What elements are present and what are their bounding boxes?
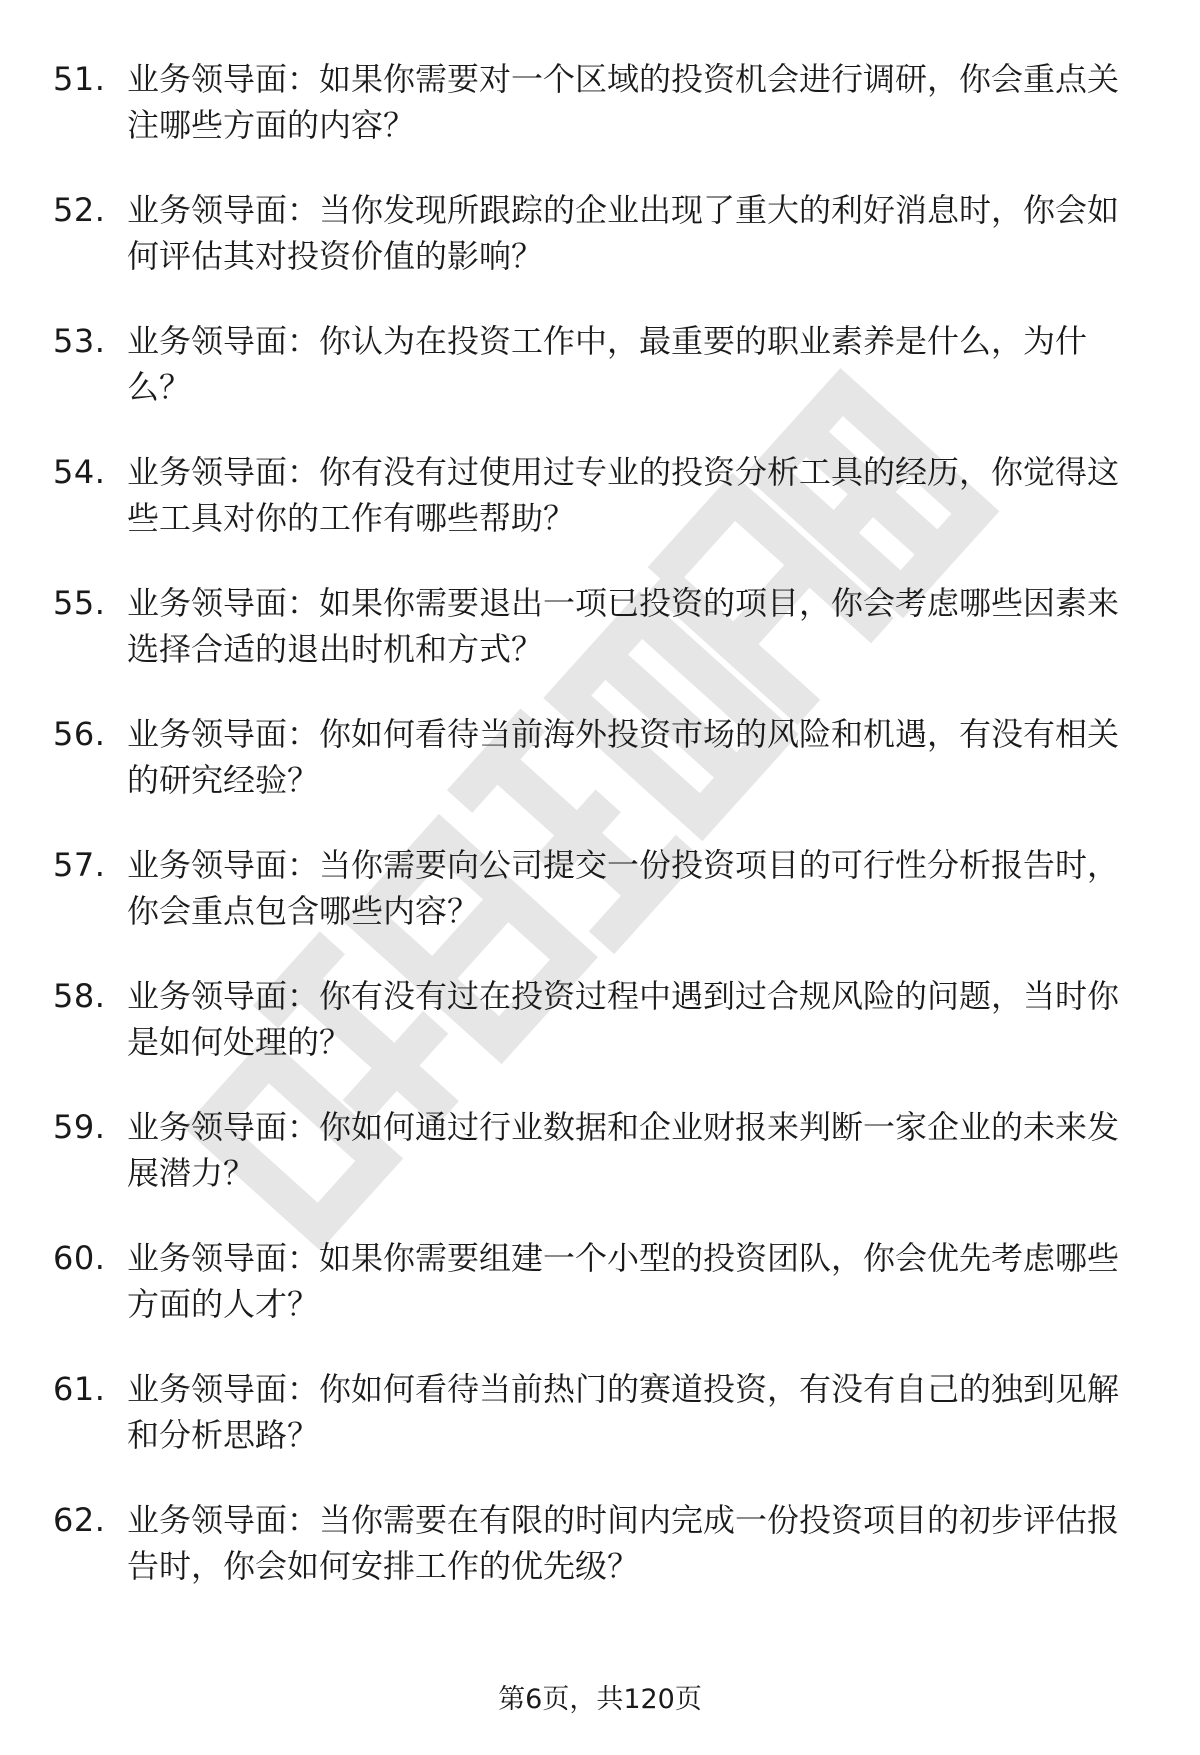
page-number: 第6页，共120页 — [498, 1684, 702, 1715]
question-number: 51. — [53, 60, 106, 98]
question-number: 52. — [53, 191, 106, 229]
question-item — [0, 711, 1200, 842]
question-number: 54. — [53, 453, 106, 491]
question-text: 业务领导面：如果你需要组建一个小型的投资团队，你会优先考虑哪些方面的人才？ — [127, 1239, 1120, 1323]
question-number: 58. — [53, 977, 106, 1015]
question-number: 56. — [53, 715, 106, 753]
question-text: 业务领导面：你如何通过行业数据和企业财报来判断一家企业的未来发展潜力？ — [127, 1108, 1120, 1192]
question-text: 业务领导面：当你需要向公司提交一份投资项目的可行性分析报告时，你会重点包含哪些内容？ — [127, 846, 1120, 930]
question-item — [0, 318, 1200, 449]
question-number: 62. — [53, 1501, 106, 1539]
question-item — [0, 842, 1200, 973]
question-item — [0, 1235, 1200, 1366]
question-item — [0, 449, 1200, 580]
question-text: 业务领导面：你认为在投资工作中，最重要的职业素养是什么，为什么？ — [127, 322, 1088, 406]
question-text: 业务领导面：你如何看待当前海外投资市场的风险和机遇，有没有相关的研究经验？ — [127, 715, 1120, 799]
question-text: 业务领导面：你如何看待当前热门的赛道投资，有没有自己的独到见解和分析思路？ — [127, 1370, 1120, 1454]
question-text: 业务领导面：当你发现所跟踪的企业出现了重大的利好消息时，你会如何评估其对投资价值的影响？ — [127, 191, 1120, 275]
question-list — [0, 56, 1200, 1628]
question-item — [0, 973, 1200, 1104]
question-number: 53. — [53, 322, 106, 360]
question-number: 60. — [53, 1239, 106, 1277]
question-item — [0, 1497, 1200, 1628]
question-item — [0, 580, 1200, 711]
question-text: 业务领导面：你有没有过使用过专业的投资分析工具的经历，你觉得这些工具对你的工作有哪些帮助？ — [127, 453, 1120, 537]
question-number: 59. — [53, 1108, 106, 1146]
question-number: 57. — [53, 846, 106, 884]
question-number: 55. — [53, 584, 106, 622]
question-text: 业务领导面：当你需要在有限的时间内完成一份投资项目的初步评估报告时，你会如何安排工作的优先级？ — [127, 1501, 1120, 1585]
question-text: 业务领导面：你有没有过在投资过程中遇到过合规风险的问题，当时你是如何处理的？ — [127, 977, 1120, 1061]
question-text: 业务领导面：如果你需要退出一项已投资的项目，你会考虑哪些因素来选择合适的退出时机和方式？ — [127, 584, 1120, 668]
question-item — [0, 1104, 1200, 1235]
question-number: 61. — [53, 1370, 106, 1408]
question-item — [0, 187, 1200, 318]
question-item — [0, 56, 1200, 187]
question-item — [0, 1366, 1200, 1497]
question-text: 业务领导面：如果你需要对一个区域的投资机会进行调研，你会重点关注哪些方面的内容？ — [127, 60, 1120, 144]
